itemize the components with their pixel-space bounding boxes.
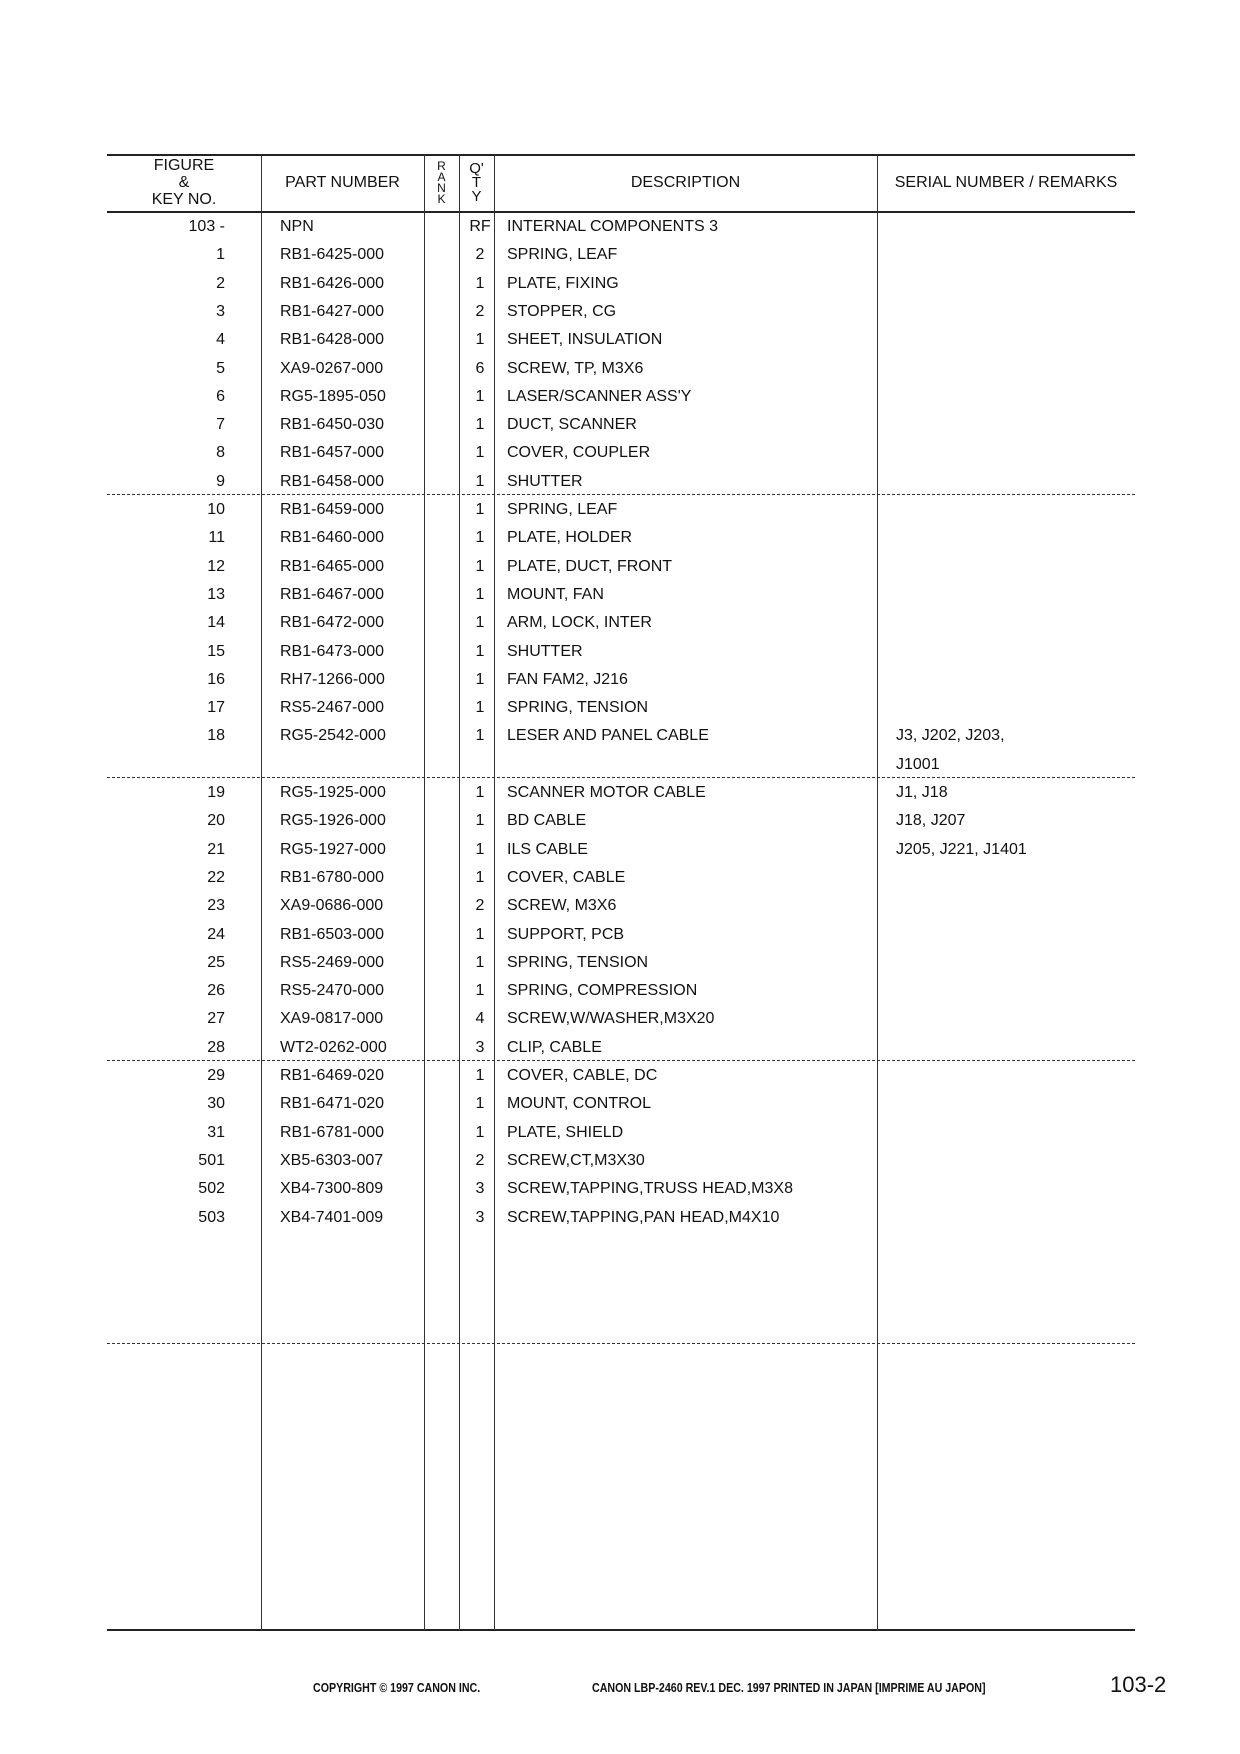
part-number-cell: XA9-0686-000: [280, 897, 384, 915]
qty-cell: 1: [475, 444, 485, 462]
description-cell: SCREW,CT,M3X30: [507, 1151, 645, 1169]
part-number-cell: RB1-6781-000: [280, 1123, 385, 1141]
description-cell: SPRING, COMPRESSION: [507, 982, 698, 1000]
figure-key-cell: 10: [207, 501, 225, 518]
description-cell: SCREW,TAPPING,PAN HEAD,M4X10: [507, 1208, 780, 1226]
figure-key-cell: 502: [198, 1180, 225, 1198]
table-row: [107, 1205, 1135, 1233]
qty-cell: 1: [475, 557, 485, 575]
part-number-cell: RG5-1926-000: [280, 812, 386, 830]
description-cell: FAN FAM2, J216: [507, 670, 628, 688]
header-text: Q': [469, 159, 484, 177]
header-figure-key-no: [107, 154, 261, 211]
header-remarks: [877, 154, 1135, 211]
description-cell: MOUNT, FAN: [507, 585, 604, 603]
table-row: [107, 214, 1135, 242]
table-row: [107, 1063, 1135, 1091]
table-row: [107, 695, 1135, 723]
header-text: KEY NO.: [151, 191, 217, 208]
footer-copyright: COPYRIGHT © 1997 CANON INC.: [313, 1680, 481, 1695]
description-cell: INTERNAL COMPONENTS 3: [507, 218, 718, 235]
header-text: DESCRIPTION: [630, 174, 741, 191]
description-cell: SPRING, TENSION: [507, 699, 649, 717]
header-text: N: [437, 180, 446, 195]
page-number: 103-2: [1110, 1672, 1167, 1697]
figure-key-cell: 22: [207, 868, 225, 886]
part-number-cell: RS5-2469-000: [280, 953, 385, 971]
table-row: [107, 554, 1135, 582]
figure-key-cell: 2: [216, 274, 225, 292]
qty-cell: 1: [475, 1095, 485, 1113]
figure-key-cell: 1: [216, 246, 225, 264]
table-row: [107, 1035, 1135, 1063]
qty-cell: 1: [475, 331, 485, 349]
description-cell: SHUTTER: [507, 472, 583, 490]
figure-key-cell: 17: [207, 699, 225, 717]
table-row: [107, 667, 1135, 695]
figure-key-cell: 11: [208, 529, 225, 547]
description-cell: COVER, CABLE: [507, 868, 626, 886]
qty-cell: 1: [475, 472, 485, 490]
qty-cell: 1: [475, 585, 485, 603]
table-row: [107, 639, 1135, 667]
header-text: R: [437, 158, 446, 173]
table-row: [107, 752, 1135, 780]
remarks-cell: J1, J18: [896, 784, 948, 801]
description-cell: DUCT, SCANNER: [507, 416, 637, 434]
part-number-cell: RB1-6465-000: [280, 557, 385, 575]
header-text: A: [437, 169, 446, 184]
description-cell: PLATE, HOLDER: [507, 529, 633, 547]
qty-cell: 1: [475, 699, 485, 717]
table-row: [107, 837, 1135, 865]
description-cell: SCANNER MOTOR CABLE: [507, 784, 706, 801]
header-text: FIGURE: [153, 157, 215, 174]
table-row: [107, 808, 1135, 836]
qty-cell: 1: [475, 529, 485, 547]
part-number-cell: RB1-6458-000: [280, 472, 385, 490]
figure-key-cell: 28: [207, 1038, 225, 1056]
qty-cell: 1: [475, 784, 485, 801]
qty-cell: 1: [475, 925, 485, 943]
figure-key-cell: 12: [207, 557, 225, 575]
figure-key-cell: 15: [207, 642, 225, 660]
qty-cell: 1: [475, 387, 485, 405]
header-part-number: [261, 154, 424, 211]
part-number-cell: RG5-2542-000: [280, 727, 386, 745]
description-cell: COVER, COUPLER: [507, 444, 651, 462]
table-row: [107, 865, 1135, 893]
description-cell: SPRING, LEAF: [507, 246, 618, 264]
description-cell: ILS CABLE: [507, 840, 588, 858]
qty-cell: 3: [475, 1208, 485, 1226]
figure-key-cell: 24: [207, 925, 225, 943]
part-number-cell: RB1-6467-000: [280, 585, 385, 603]
figure-key-cell: 20: [207, 812, 225, 830]
figure-key-cell: 30: [207, 1095, 225, 1113]
description-cell: PLATE, FIXING: [507, 274, 619, 292]
table-row: [107, 1176, 1135, 1204]
qty-cell: 2: [475, 246, 485, 264]
part-number-cell: RB1-6471-020: [280, 1095, 385, 1113]
table-row: [107, 582, 1135, 610]
qty-cell: 1: [475, 1067, 485, 1084]
table-row: [107, 922, 1135, 950]
part-number-cell: NPN: [280, 218, 314, 235]
table-row: [107, 271, 1135, 299]
table-row: [107, 384, 1135, 412]
part-number-cell: RB1-6469-020: [280, 1067, 385, 1084]
remarks-cell: J3, J202, J203,: [896, 727, 1005, 745]
table-row: [107, 1148, 1135, 1176]
qty-cell: 4: [475, 1010, 485, 1028]
part-number-cell: RB1-6473-000: [280, 642, 385, 660]
figure-key-cell: 14: [207, 614, 225, 632]
table-row: [107, 469, 1135, 497]
description-cell: SCREW,TAPPING,TRUSS HEAD,M3X8: [507, 1180, 793, 1198]
remarks-cell: J18, J207: [896, 812, 966, 830]
figure-key-cell: 501: [198, 1151, 225, 1169]
figure-key-cell: 16: [207, 670, 225, 688]
table-row: [107, 356, 1135, 384]
table-row: [107, 978, 1135, 1006]
description-cell: SPRING, LEAF: [507, 501, 618, 518]
remarks-cell: J1001: [896, 755, 940, 773]
qty-cell: 1: [475, 840, 485, 858]
figure-key-cell: 23: [207, 897, 225, 915]
table-row: [107, 950, 1135, 978]
figure-key-cell: 6: [216, 387, 225, 405]
header-rank: [424, 154, 459, 211]
remarks-cell: J205, J221, J1401: [896, 840, 1027, 858]
table-row: [107, 497, 1135, 525]
table-row: [107, 610, 1135, 638]
qty-cell: 1: [475, 501, 485, 518]
qty-cell: 1: [475, 670, 485, 688]
header-text: PART NUMBER: [285, 174, 400, 191]
figure-key-cell: 103 -: [188, 218, 225, 235]
figure-key-cell: 3: [216, 302, 225, 320]
description-cell: SUPPORT, PCB: [507, 925, 625, 943]
description-cell: PLATE, DUCT, FRONT: [507, 557, 673, 575]
table-row: [107, 242, 1135, 270]
description-cell: PLATE, SHIELD: [507, 1123, 624, 1141]
figure-key-cell: 29: [207, 1067, 225, 1084]
description-cell: LESER AND PANEL CABLE: [507, 727, 709, 745]
part-number-cell: XB4-7300-809: [280, 1180, 384, 1198]
part-number-cell: RB1-6460-000: [280, 529, 385, 547]
part-number-cell: XA9-0267-000: [280, 359, 384, 377]
description-cell: ARM, LOCK, INTER: [507, 614, 652, 632]
header-description: [494, 154, 877, 211]
qty-cell: 3: [475, 1038, 485, 1056]
qty-cell: 1: [475, 727, 485, 745]
part-number-cell: RG5-1927-000: [280, 840, 386, 858]
figure-key-cell: 5: [216, 359, 225, 377]
qty-cell: RF: [469, 218, 491, 235]
description-cell: SHUTTER: [507, 642, 583, 660]
qty-cell: 1: [475, 953, 485, 971]
description-cell: SCREW, M3X6: [507, 897, 617, 915]
footer-imprint: CANON LBP-2460 REV.1 DEC. 1997 PRINTED IN JAPAN [IMPRIME AU JAPON]: [592, 1680, 986, 1695]
description-cell: BD CABLE: [507, 812, 587, 830]
header-text: &: [178, 174, 190, 191]
description-cell: SCREW, TP, M3X6: [507, 359, 644, 377]
header-text: SERIAL NUMBER / REMARKS: [894, 174, 1118, 191]
qty-cell: 1: [475, 812, 485, 830]
part-number-cell: RB1-6427-000: [280, 302, 385, 320]
figure-key-cell: 19: [207, 784, 225, 801]
qty-cell: 6: [475, 359, 485, 377]
header-text: Y: [471, 187, 482, 205]
part-number-cell: RB1-6780-000: [280, 868, 385, 886]
part-number-cell: RG5-1925-000: [280, 784, 386, 801]
table-row: [107, 1091, 1135, 1119]
qty-cell: 2: [475, 1151, 485, 1169]
figure-key-cell: 27: [207, 1010, 225, 1028]
header-text: T: [471, 173, 482, 191]
figure-key-cell: 9: [216, 472, 225, 490]
description-cell: MOUNT, CONTROL: [507, 1095, 651, 1113]
part-number-cell: RG5-1895-050: [280, 387, 386, 405]
qty-cell: 1: [475, 614, 485, 632]
part-number-cell: XA9-0817-000: [280, 1010, 384, 1028]
part-number-cell: RB1-6428-000: [280, 331, 385, 349]
header-qty: [459, 154, 494, 211]
qty-cell: 1: [475, 416, 485, 434]
qty-cell: 3: [475, 1180, 485, 1198]
table-row: [107, 1120, 1135, 1148]
qty-cell: 1: [475, 1123, 485, 1141]
part-number-cell: XB5-6303-007: [280, 1151, 384, 1169]
table-row: [107, 1006, 1135, 1034]
part-number-cell: RB1-6457-000: [280, 444, 385, 462]
description-cell: SCREW,W/WASHER,M3X20: [507, 1010, 715, 1028]
figure-key-cell: 4: [216, 331, 225, 349]
table-row: [107, 893, 1135, 921]
table-row: [107, 440, 1135, 468]
qty-cell: 1: [475, 868, 485, 886]
part-number-cell: RB1-6425-000: [280, 246, 385, 264]
part-number-cell: RB1-6459-000: [280, 501, 385, 518]
description-cell: SHEET, INSULATION: [507, 331, 663, 349]
part-number-cell: WT2-0262-000: [280, 1038, 387, 1056]
figure-key-cell: 503: [198, 1208, 225, 1226]
part-number-cell: RH7-1266-000: [280, 670, 385, 688]
part-number-cell: XB4-7401-009: [280, 1208, 384, 1226]
description-cell: STOPPER, CG: [507, 302, 617, 320]
table-row: [107, 525, 1135, 553]
description-cell: SPRING, TENSION: [507, 953, 649, 971]
description-cell: COVER, CABLE, DC: [507, 1067, 658, 1084]
part-number-cell: RS5-2467-000: [280, 699, 385, 717]
figure-key-cell: 26: [207, 982, 225, 1000]
part-number-cell: RB1-6450-030: [280, 416, 385, 434]
part-number-cell: RS5-2470-000: [280, 982, 385, 1000]
figure-key-cell: 31: [207, 1123, 225, 1141]
qty-cell: 2: [475, 897, 485, 915]
part-number-cell: RB1-6503-000: [280, 925, 385, 943]
table-row: [107, 780, 1135, 808]
description-cell: LASER/SCANNER ASS'Y: [507, 387, 692, 405]
figure-key-cell: 13: [207, 585, 225, 603]
part-number-cell: RB1-6426-000: [280, 274, 385, 292]
table-row: [107, 327, 1135, 355]
description-cell: CLIP, CABLE: [507, 1038, 602, 1056]
qty-cell: 1: [475, 982, 485, 1000]
part-number-cell: RB1-6472-000: [280, 614, 385, 632]
table-row: [107, 723, 1135, 751]
qty-cell: 1: [475, 642, 485, 660]
figure-key-cell: 18: [207, 727, 225, 745]
table-row: [107, 299, 1135, 327]
figure-key-cell: 8: [216, 444, 225, 462]
qty-cell: 1: [475, 274, 485, 292]
parts-list-table: [107, 154, 1135, 1631]
figure-key-cell: 25: [207, 953, 225, 971]
table-row: [107, 412, 1135, 440]
figure-key-cell: 7: [216, 416, 225, 434]
header-text: K: [437, 191, 446, 206]
qty-cell: 2: [475, 302, 485, 320]
figure-key-cell: 21: [207, 840, 225, 858]
